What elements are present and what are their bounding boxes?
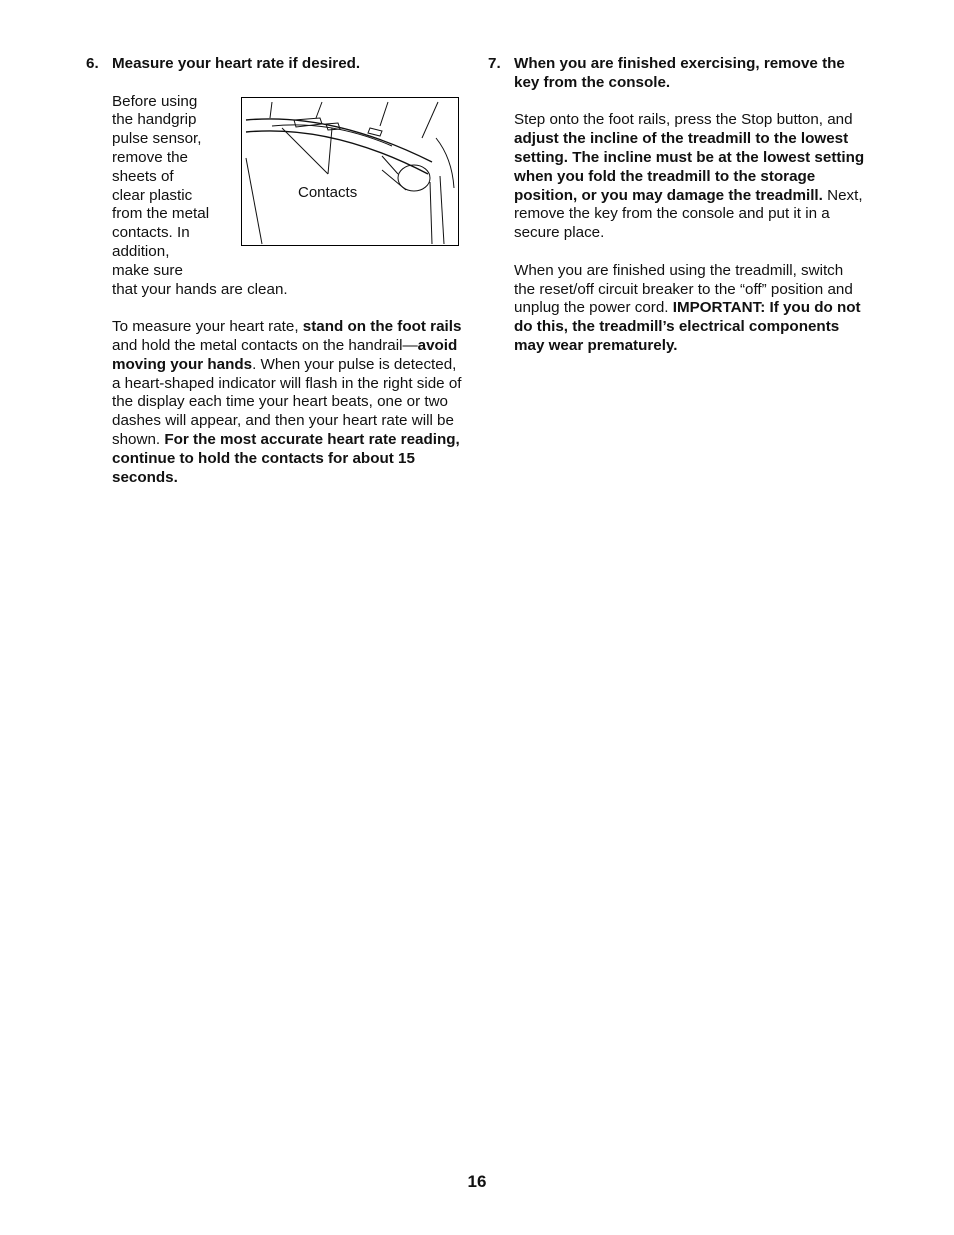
handgrip-contacts-illustration <box>241 97 459 246</box>
bold-run: avoid moving your hands <box>112 336 458 373</box>
text-run: When you are finished using the treadmill, switch the reset/off circuit breaker to the “off” position and unplug the power cord. <box>514 261 853 317</box>
intro-line: contacts. In <box>112 224 190 242</box>
intro-line: clear plastic <box>112 186 193 204</box>
text-run: . When your pulse is detected, a heart-shaped indicator will flash in the right side of the display each time your heart beats, one or two dashes will appear, and then your heart rate will be shown. <box>112 355 462 448</box>
intro-line: sheets of <box>112 167 174 185</box>
bold-run: IMPORTANT: If you do not do this, the treadmill’s electrical components may wear prematurely. <box>514 299 861 354</box>
intro-line: remove the <box>112 148 188 166</box>
step-7-heading-text: When you are finished exercising, remove the key from the console. <box>514 55 845 91</box>
intro-line: Before using <box>112 92 198 110</box>
intro-line: addition, <box>112 242 170 260</box>
bold-run: For the most accurate heart rate reading, continue to hold the contacts for about 15 seconds. <box>112 430 460 486</box>
step-7-paragraph-2 <box>488 262 868 356</box>
handrail-drawing <box>242 98 458 245</box>
bold-run: stand on the foot rails <box>302 318 462 336</box>
step-6-heading <box>86 55 466 74</box>
page-number: 16 <box>467 1172 487 1191</box>
figure-label-contacts: Contacts <box>298 184 358 201</box>
step-7-section <box>488 55 868 356</box>
intro-line: the handgrip <box>112 111 197 129</box>
bold-run: adjust the incline of the treadmill to the lowest setting. The incline must be at the lowest setting when you fold the treadmill to the storage position, or you may damage the treadmill. <box>514 130 865 204</box>
text-run: Next, remove the key from the console and put it in a secure place. <box>514 186 863 242</box>
intro-line: that your hands are clean. <box>112 280 288 298</box>
intro-line: from the metal <box>112 205 210 223</box>
text-run: and hold the metal contacts on the handrail— <box>112 336 418 354</box>
step-6-paragraph-2 <box>86 318 466 487</box>
intro-line: pulse sensor, <box>112 130 202 148</box>
step-6-heading-text: Measure your heart rate if desired. <box>112 55 361 72</box>
text-run: To measure your heart rate, <box>112 318 303 336</box>
step-7-heading <box>488 55 868 93</box>
step-7-number: 7. <box>488 55 501 72</box>
step-6-number: 6. <box>86 55 99 72</box>
text-run: Step onto the foot rails, press the Stop button, and <box>514 111 853 129</box>
step-7-paragraph-1 <box>488 111 868 243</box>
intro-line: make sure <box>112 261 183 279</box>
